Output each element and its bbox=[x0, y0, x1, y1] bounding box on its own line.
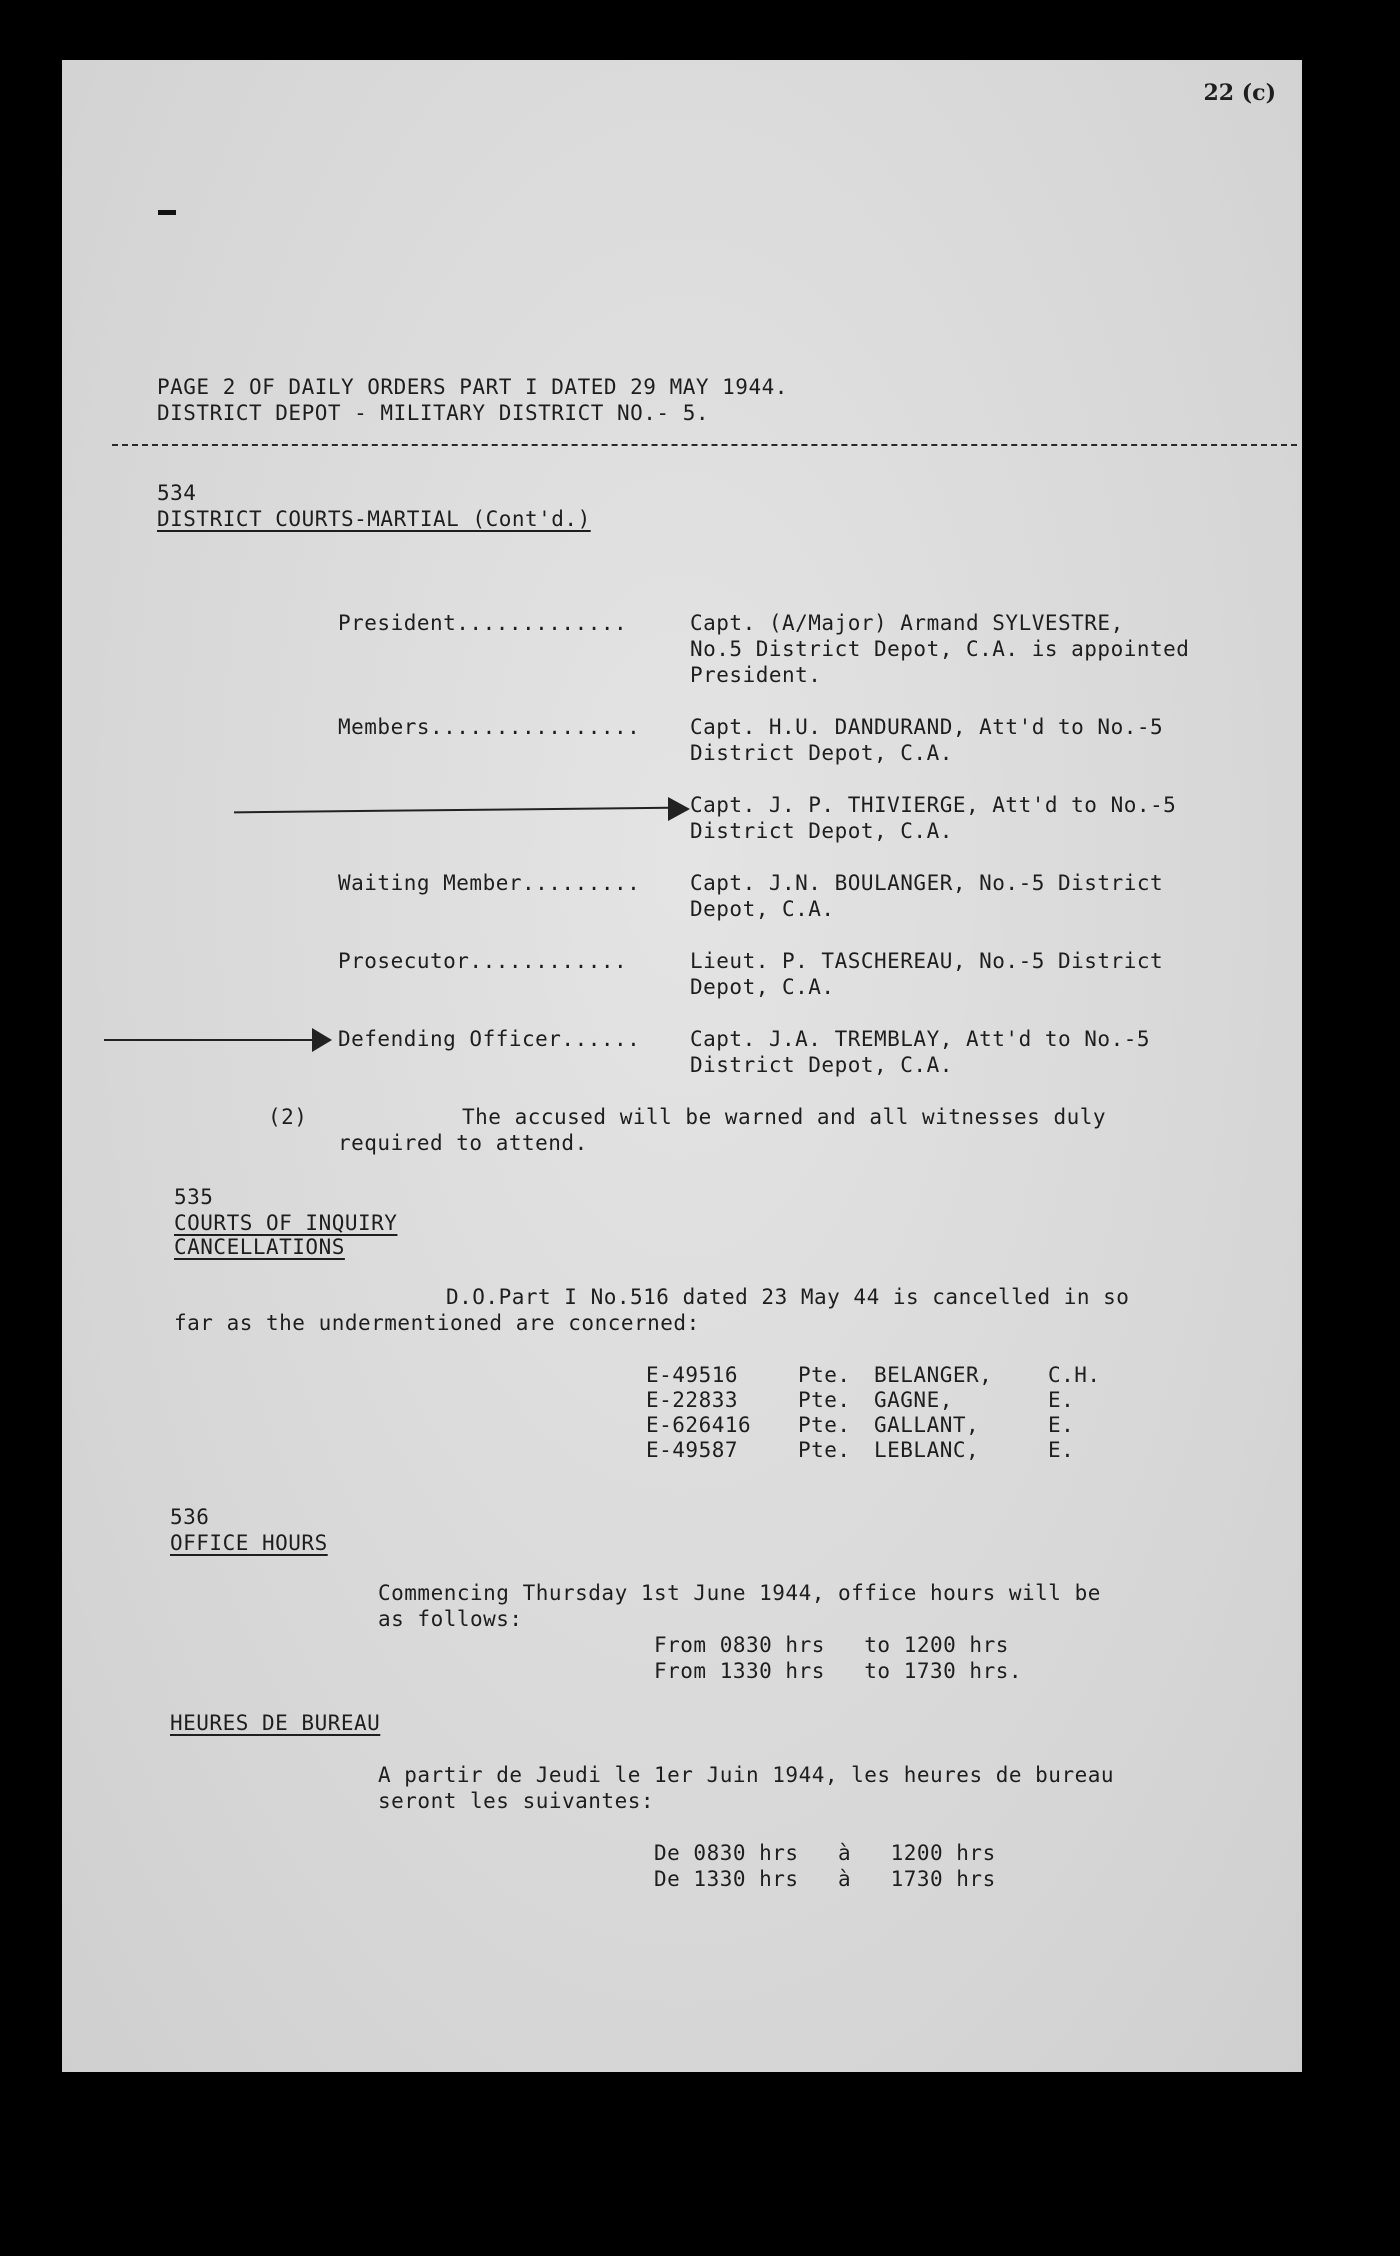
members-line-2: District Depot, C.A. bbox=[690, 741, 953, 765]
members-label: Members................ bbox=[338, 715, 641, 739]
document-page bbox=[62, 60, 1302, 2072]
section-534-title: DISTRICT COURTS-MARTIAL (Cont'd.) bbox=[157, 507, 591, 531]
member-2-line-2: District Depot, C.A. bbox=[690, 819, 953, 843]
person-3-name: GALLANT, bbox=[874, 1413, 980, 1437]
waiting-member-line-1: Capt. J.N. BOULANGER, No.-5 District bbox=[690, 871, 1164, 895]
prosecutor-label: Prosecutor............ bbox=[338, 949, 628, 973]
person-2-number: E-22833 bbox=[646, 1388, 739, 1412]
person-4-number: E-49587 bbox=[646, 1438, 739, 1462]
office-hours-afternoon: From 1330 hrs to 1730 hrs. bbox=[654, 1659, 1023, 1683]
section-534-number: 534 bbox=[157, 481, 197, 505]
section-536-number: 536 bbox=[170, 1505, 210, 1529]
members-line-1: Capt. H.U. DANDURAND, Att'd to No.-5 bbox=[690, 715, 1164, 739]
person-2-rank: Pte. bbox=[798, 1388, 851, 1412]
president-label: President............. bbox=[338, 611, 628, 635]
paragraph-2-line-2: required to attend. bbox=[338, 1131, 588, 1155]
person-2-name: GAGNE, bbox=[874, 1388, 953, 1412]
section-536-title: OFFICE HOURS bbox=[170, 1531, 328, 1555]
office-hours-body-1: Commencing Thursday 1st June 1944, office hours will be bbox=[378, 1581, 1101, 1605]
section-535-body-1: D.O.Part I No.516 dated 23 May 44 is cancelled in so bbox=[446, 1285, 1130, 1309]
person-2-initials: E. bbox=[1048, 1388, 1075, 1412]
person-1-name: BELANGER, bbox=[874, 1363, 993, 1387]
person-1-initials: C.H. bbox=[1048, 1363, 1101, 1387]
arrow-2-head bbox=[312, 1028, 332, 1052]
member-2-line-1: Capt. J. P. THIVIERGE, Att'd to No.-5 bbox=[690, 793, 1177, 817]
office-hours-body-2: as follows: bbox=[378, 1607, 523, 1631]
person-3-initials: E. bbox=[1048, 1413, 1075, 1437]
heures-body-2: seront les suivantes: bbox=[378, 1789, 655, 1813]
section-535-number: 535 bbox=[174, 1185, 214, 1209]
office-hours-morning: From 0830 hrs to 1200 hrs bbox=[654, 1633, 1009, 1657]
waiting-member-line-2: Depot, C.A. bbox=[690, 897, 835, 921]
prosecutor-line-2: Depot, C.A. bbox=[690, 975, 835, 999]
president-line-3: President. bbox=[690, 663, 822, 687]
section-535-title-1: COURTS OF INQUIRY bbox=[174, 1211, 398, 1235]
person-4-name: LEBLANC, bbox=[874, 1438, 980, 1462]
person-1-number: E-49516 bbox=[646, 1363, 739, 1387]
heures-matin: De 0830 hrs à 1200 hrs bbox=[654, 1841, 996, 1865]
president-line-2: No.5 District Depot, C.A. is appointed bbox=[690, 637, 1190, 661]
section-535-title-2: CANCELLATIONS bbox=[174, 1235, 345, 1259]
header-line-1: PAGE 2 OF DAILY ORDERS PART I DATED 29 MAY 1944. bbox=[157, 375, 788, 399]
paragraph-2-line-1: The accused will be warned and all witnesses duly bbox=[462, 1105, 1107, 1129]
corner-reference: 22 (c) bbox=[1203, 80, 1276, 106]
paragraph-2-number: (2) bbox=[268, 1105, 308, 1129]
person-1-rank: Pte. bbox=[798, 1363, 851, 1387]
person-4-initials: E. bbox=[1048, 1438, 1075, 1462]
margin-mark bbox=[158, 210, 176, 215]
arrow-2-line bbox=[104, 1039, 324, 1041]
person-4-rank: Pte. bbox=[798, 1438, 851, 1462]
header-line-2: DISTRICT DEPOT - MILITARY DISTRICT NO.- 5. bbox=[157, 401, 710, 425]
arrow-1-line bbox=[234, 807, 680, 814]
person-3-number: E-626416 bbox=[646, 1413, 752, 1437]
defending-officer-line-1: Capt. J.A. TREMBLAY, Att'd to No.-5 bbox=[690, 1027, 1151, 1051]
heures-de-bureau-title: HEURES DE BUREAU bbox=[170, 1711, 381, 1735]
heures-apres-midi: De 1330 hrs à 1730 hrs bbox=[654, 1867, 996, 1891]
section-535-body-2: far as the undermentioned are concerned: bbox=[174, 1311, 700, 1335]
defending-officer-label: Defending Officer...... bbox=[338, 1027, 641, 1051]
heures-body-1: A partir de Jeudi le 1er Juin 1944, les heures de bureau bbox=[378, 1763, 1115, 1787]
prosecutor-line-1: Lieut. P. TASCHEREAU, No.-5 District bbox=[690, 949, 1164, 973]
dashed-separator bbox=[112, 444, 1297, 446]
defending-officer-line-2: District Depot, C.A. bbox=[690, 1053, 953, 1077]
arrow-1-head bbox=[668, 797, 690, 821]
president-line-1: Capt. (A/Major) Armand SYLVESTRE, bbox=[690, 611, 1124, 635]
person-3-rank: Pte. bbox=[798, 1413, 851, 1437]
waiting-member-label: Waiting Member......... bbox=[338, 871, 641, 895]
